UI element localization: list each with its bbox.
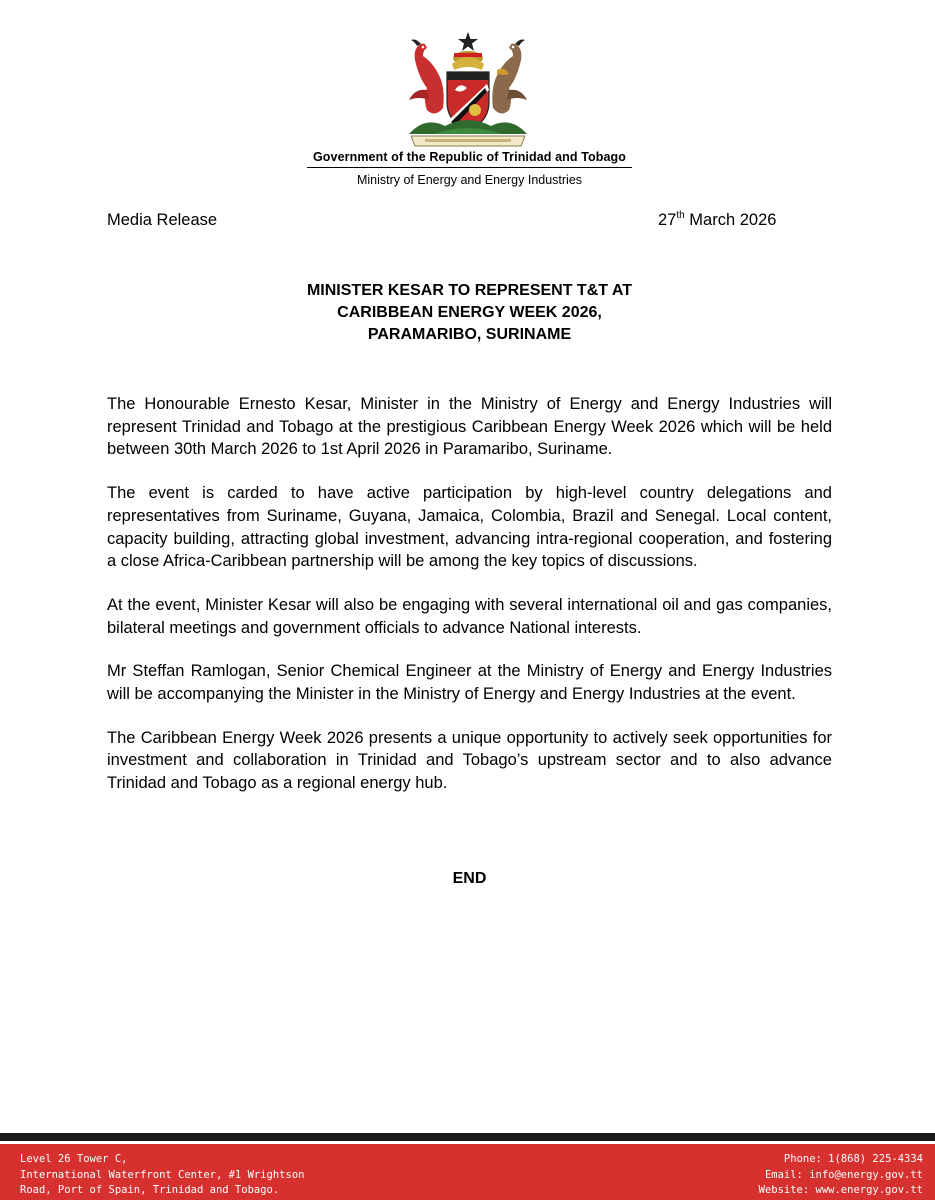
headline-line-3: PARAMARIBO, SURINAME bbox=[367, 326, 572, 343]
footer-address-line: Level 26 Tower C, bbox=[20, 1153, 128, 1165]
header-divider bbox=[307, 167, 632, 168]
footer-email[interactable]: Email: info@energy.gov.tt bbox=[764, 1168, 923, 1181]
footer-address bbox=[20, 1152, 304, 1199]
headline-line-2: CARIBBEAN ENERGY WEEK 2026, bbox=[337, 304, 602, 321]
paragraph: The Caribbean Energy Week 2026 presents a unique opportunity to actively seek opportunities for investment and collaboration in Trinidad and Tobago’s upstream sector and to also advance Trinidad and Tobago as a regional energy hub. bbox=[107, 728, 832, 793]
ministry-name: Ministry of Energy and Energy Industries bbox=[356, 173, 583, 187]
date-day: 27 bbox=[658, 211, 677, 229]
footer-contact bbox=[759, 1152, 923, 1199]
headline-line-1: MINISTER KESAR TO REPRESENT T&T AT bbox=[306, 282, 633, 299]
release-body bbox=[107, 393, 832, 795]
footer-stripe-black bbox=[0, 1133, 935, 1141]
paragraph: The event is carded to have active participation by high-level country delegations and representatives from Suriname, Guyana, Jamaica, Colombia, Brazil and Senegal. Local content, capacity building, attracting global investment, advancing intra-regional cooperation, and fostering a close Africa-Caribbean partnership will be among the key topics of discussions. bbox=[107, 484, 832, 571]
date-suffix: th bbox=[676, 210, 685, 221]
paragraph: The Honourable Ernesto Kesar, Minister in the Ministry of Energy and Energy Industries will represent Trinidad and Tobago at the prestigious Caribbean Energy Week 2026 which will be held between 30th March 2026 to 1st April 2026 in Paramaribo, Suriname. bbox=[107, 395, 832, 459]
footer-address-line: International Waterfront Center, #1 Wrightson bbox=[20, 1168, 305, 1181]
paragraph: At the event, Minister Kesar will also be engaging with several international oil and gas companies, bilateral meetings and government officials to advance National interests. bbox=[107, 595, 832, 637]
footer-phone: Phone: 1(868) 225-4334 bbox=[783, 1153, 923, 1165]
headline bbox=[107, 280, 832, 346]
release-date bbox=[658, 211, 776, 230]
government-title: Government of the Republic of Trinidad and Tobago bbox=[312, 150, 626, 164]
footer-website[interactable]: Website: www.energy.gov.tt bbox=[758, 1184, 923, 1196]
release-type: Media Release bbox=[107, 211, 218, 229]
date-rest: March 2026 bbox=[684, 211, 777, 229]
coat-of-arms-icon bbox=[405, 30, 531, 148]
footer-address-line: Road, Port of Spain, Trinidad and Tobago. bbox=[20, 1184, 280, 1196]
paragraph: Mr Steffan Ramlogan, Senior Chemical Engineer at the Ministry of Energy and Energy Industries will be accompanying the Minister in the Ministry of Energy and Energy Industries at the event. bbox=[107, 662, 832, 704]
end-marker: END bbox=[452, 870, 487, 887]
